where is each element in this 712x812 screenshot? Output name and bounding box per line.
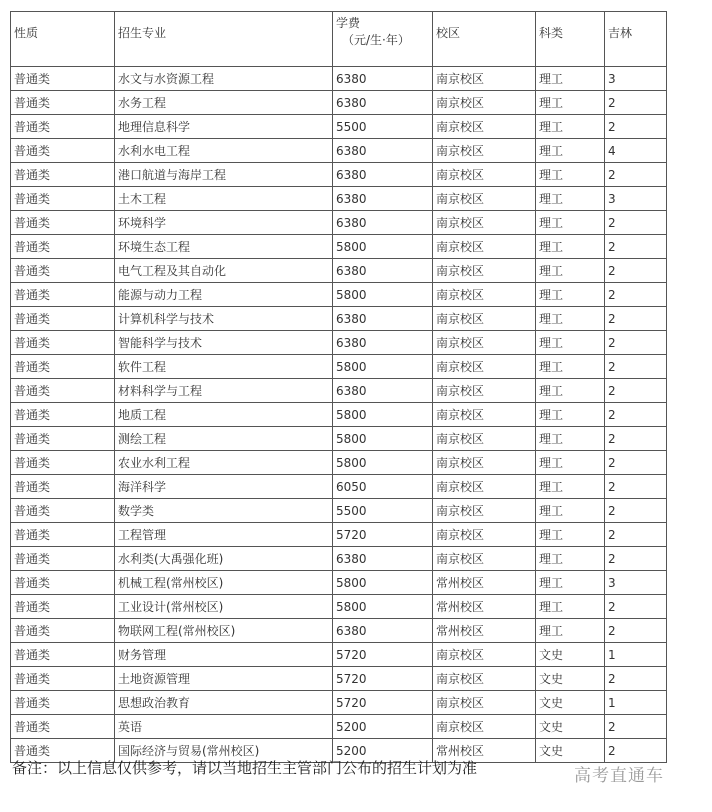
cell-campus: 南京校区 — [433, 547, 536, 571]
table-row — [11, 691, 667, 715]
cell-campus: 南京校区 — [433, 163, 536, 187]
cell-category: 理工 — [536, 451, 605, 475]
header-category: 科类 — [536, 12, 605, 67]
cell-major: 水利类(大禹强化班) — [115, 547, 333, 571]
cell-campus: 南京校区 — [433, 667, 536, 691]
cell-category: 理工 — [536, 115, 605, 139]
cell-quota: 2 — [605, 403, 667, 427]
cell-category: 理工 — [536, 331, 605, 355]
cell-category: 理工 — [536, 523, 605, 547]
table-row — [11, 187, 667, 211]
cell-major: 物联网工程(常州校区) — [115, 619, 333, 643]
cell-fee: 5200 — [333, 715, 433, 739]
cell-quota: 1 — [605, 691, 667, 715]
cell-campus: 常州校区 — [433, 619, 536, 643]
table-row — [11, 595, 667, 619]
cell-fee: 5800 — [333, 451, 433, 475]
cell-category: 文史 — [536, 715, 605, 739]
cell-fee: 6380 — [333, 259, 433, 283]
table-row — [11, 427, 667, 451]
table-header-row — [11, 12, 667, 67]
cell-campus: 南京校区 — [433, 451, 536, 475]
cell-type: 普通类 — [11, 355, 115, 379]
cell-type: 普通类 — [11, 547, 115, 571]
cell-quota: 3 — [605, 571, 667, 595]
table-row — [11, 67, 667, 91]
table-row — [11, 715, 667, 739]
cell-type: 普通类 — [11, 595, 115, 619]
cell-campus: 南京校区 — [433, 691, 536, 715]
table-row — [11, 91, 667, 115]
cell-type: 普通类 — [11, 427, 115, 451]
cell-quota: 2 — [605, 379, 667, 403]
cell-quota: 2 — [605, 715, 667, 739]
cell-campus: 南京校区 — [433, 331, 536, 355]
cell-campus: 常州校区 — [433, 595, 536, 619]
cell-major: 港口航道与海岸工程 — [115, 163, 333, 187]
cell-quota: 2 — [605, 91, 667, 115]
header-campus: 校区 — [433, 12, 536, 67]
cell-category: 理工 — [536, 379, 605, 403]
cell-quota: 2 — [605, 427, 667, 451]
cell-quota: 2 — [605, 739, 667, 763]
cell-fee: 6380 — [333, 163, 433, 187]
cell-type: 普通类 — [11, 715, 115, 739]
table-row — [11, 379, 667, 403]
cell-fee: 5720 — [333, 643, 433, 667]
cell-category: 理工 — [536, 235, 605, 259]
cell-fee: 5500 — [333, 499, 433, 523]
cell-quota: 4 — [605, 139, 667, 163]
cell-type: 普通类 — [11, 307, 115, 331]
cell-campus: 南京校区 — [433, 403, 536, 427]
cell-type: 普通类 — [11, 91, 115, 115]
cell-campus: 常州校区 — [433, 739, 536, 763]
cell-quota: 1 — [605, 643, 667, 667]
cell-category: 理工 — [536, 427, 605, 451]
cell-category: 理工 — [536, 211, 605, 235]
cell-quota: 2 — [605, 115, 667, 139]
cell-quota: 2 — [605, 355, 667, 379]
table-row — [11, 643, 667, 667]
cell-quota: 3 — [605, 67, 667, 91]
table-row — [11, 163, 667, 187]
cell-type: 普通类 — [11, 211, 115, 235]
cell-category: 理工 — [536, 67, 605, 91]
cell-type: 普通类 — [11, 187, 115, 211]
cell-fee: 5800 — [333, 355, 433, 379]
table-row — [11, 259, 667, 283]
header-fee-unit: （元/生·年） — [342, 33, 410, 47]
header-quota: 吉林 — [605, 12, 667, 67]
cell-category: 理工 — [536, 307, 605, 331]
cell-quota: 3 — [605, 187, 667, 211]
cell-major: 地理信息科学 — [115, 115, 333, 139]
table-row — [11, 451, 667, 475]
cell-campus: 南京校区 — [433, 139, 536, 163]
cell-category: 理工 — [536, 259, 605, 283]
cell-quota: 2 — [605, 499, 667, 523]
cell-major: 环境生态工程 — [115, 235, 333, 259]
cell-major: 土地资源管理 — [115, 667, 333, 691]
cell-fee: 6380 — [333, 91, 433, 115]
cell-campus: 常州校区 — [433, 571, 536, 595]
cell-type: 普通类 — [11, 523, 115, 547]
cell-type: 普通类 — [11, 139, 115, 163]
cell-campus: 南京校区 — [433, 283, 536, 307]
cell-fee: 6050 — [333, 475, 433, 499]
table-row — [11, 667, 667, 691]
cell-major: 水文与水资源工程 — [115, 67, 333, 91]
cell-type: 普通类 — [11, 619, 115, 643]
cell-fee: 5720 — [333, 691, 433, 715]
table-row — [11, 235, 667, 259]
table-row — [11, 619, 667, 643]
cell-campus: 南京校区 — [433, 259, 536, 283]
cell-quota: 2 — [605, 211, 667, 235]
cell-category: 文史 — [536, 691, 605, 715]
cell-fee: 5800 — [333, 235, 433, 259]
cell-quota: 2 — [605, 235, 667, 259]
table-row — [11, 547, 667, 571]
cell-major: 财务管理 — [115, 643, 333, 667]
cell-fee: 5800 — [333, 595, 433, 619]
cell-type: 普通类 — [11, 691, 115, 715]
cell-fee: 6380 — [333, 331, 433, 355]
cell-fee: 5800 — [333, 427, 433, 451]
cell-campus: 南京校区 — [433, 187, 536, 211]
table-row — [11, 499, 667, 523]
table-row — [11, 331, 667, 355]
cell-campus: 南京校区 — [433, 355, 536, 379]
table-row — [11, 211, 667, 235]
cell-campus: 南京校区 — [433, 499, 536, 523]
cell-major: 农业水利工程 — [115, 451, 333, 475]
cell-type: 普通类 — [11, 379, 115, 403]
cell-fee: 5800 — [333, 571, 433, 595]
cell-category: 理工 — [536, 163, 605, 187]
cell-category: 理工 — [536, 571, 605, 595]
table-row — [11, 283, 667, 307]
cell-major: 智能科学与技术 — [115, 331, 333, 355]
cell-campus: 南京校区 — [433, 211, 536, 235]
cell-campus: 南京校区 — [433, 427, 536, 451]
cell-major: 数学类 — [115, 499, 333, 523]
cell-category: 理工 — [536, 595, 605, 619]
cell-category: 理工 — [536, 499, 605, 523]
cell-major: 地质工程 — [115, 403, 333, 427]
cell-type: 普通类 — [11, 403, 115, 427]
cell-fee: 6380 — [333, 187, 433, 211]
cell-type: 普通类 — [11, 259, 115, 283]
table-body — [11, 67, 667, 763]
cell-category: 理工 — [536, 619, 605, 643]
header-major: 招生专业 — [115, 12, 333, 67]
cell-fee: 5720 — [333, 523, 433, 547]
cell-major: 英语 — [115, 715, 333, 739]
cell-type: 普通类 — [11, 235, 115, 259]
cell-major: 能源与动力工程 — [115, 283, 333, 307]
cell-campus: 南京校区 — [433, 67, 536, 91]
table-row — [11, 403, 667, 427]
cell-type: 普通类 — [11, 331, 115, 355]
cell-fee: 5720 — [333, 667, 433, 691]
table-row — [11, 523, 667, 547]
cell-major: 工程管理 — [115, 523, 333, 547]
cell-quota: 2 — [605, 259, 667, 283]
cell-fee: 6380 — [333, 547, 433, 571]
cell-major: 土木工程 — [115, 187, 333, 211]
cell-category: 理工 — [536, 403, 605, 427]
watermark: 高考直通车 — [574, 766, 664, 786]
cell-type: 普通类 — [11, 163, 115, 187]
cell-major: 测绘工程 — [115, 427, 333, 451]
cell-quota: 2 — [605, 667, 667, 691]
cell-type: 普通类 — [11, 115, 115, 139]
cell-category: 理工 — [536, 475, 605, 499]
cell-campus: 南京校区 — [433, 643, 536, 667]
cell-quota: 2 — [605, 523, 667, 547]
cell-category: 理工 — [536, 139, 605, 163]
cell-type: 普通类 — [11, 475, 115, 499]
header-type: 性质 — [11, 12, 115, 67]
cell-major: 环境科学 — [115, 211, 333, 235]
cell-fee: 6380 — [333, 619, 433, 643]
cell-campus: 南京校区 — [433, 475, 536, 499]
table-row — [11, 115, 667, 139]
cell-campus: 南京校区 — [433, 115, 536, 139]
table-row — [11, 355, 667, 379]
cell-type: 普通类 — [11, 571, 115, 595]
cell-major: 海洋科学 — [115, 475, 333, 499]
cell-category: 文史 — [536, 739, 605, 763]
cell-quota: 2 — [605, 163, 667, 187]
cell-major: 水利水电工程 — [115, 139, 333, 163]
cell-quota: 2 — [605, 619, 667, 643]
table-row — [11, 307, 667, 331]
cell-major: 水务工程 — [115, 91, 333, 115]
cell-category: 文史 — [536, 667, 605, 691]
cell-quota: 2 — [605, 307, 667, 331]
cell-category: 理工 — [536, 547, 605, 571]
cell-type: 普通类 — [11, 643, 115, 667]
table-row — [11, 571, 667, 595]
cell-fee: 6380 — [333, 379, 433, 403]
header-fee-label: 学费 — [336, 16, 361, 30]
table-row — [11, 139, 667, 163]
cell-fee: 5500 — [333, 115, 433, 139]
cell-fee: 5200 — [333, 739, 433, 763]
cell-type: 普通类 — [11, 667, 115, 691]
cell-campus: 南京校区 — [433, 523, 536, 547]
cell-category: 理工 — [536, 355, 605, 379]
cell-major: 材料科学与工程 — [115, 379, 333, 403]
cell-major: 计算机科学与技术 — [115, 307, 333, 331]
cell-type: 普通类 — [11, 499, 115, 523]
cell-major: 软件工程 — [115, 355, 333, 379]
cell-fee: 6380 — [333, 307, 433, 331]
cell-category: 理工 — [536, 187, 605, 211]
cell-type: 普通类 — [11, 739, 115, 763]
table-row — [11, 475, 667, 499]
cell-fee: 6380 — [333, 211, 433, 235]
header-fee — [333, 12, 433, 67]
cell-major: 电气工程及其自动化 — [115, 259, 333, 283]
cell-type: 普通类 — [11, 283, 115, 307]
cell-major: 机械工程(常州校区) — [115, 571, 333, 595]
cell-quota: 2 — [605, 451, 667, 475]
cell-quota: 2 — [605, 547, 667, 571]
enrollment-table — [10, 11, 667, 763]
footnote: 备注：以上信息仅供参考，请以当地招生主管部门公布的招生计划为准 — [12, 759, 478, 777]
cell-quota: 2 — [605, 595, 667, 619]
cell-type: 普通类 — [11, 67, 115, 91]
cell-campus: 南京校区 — [433, 235, 536, 259]
cell-campus: 南京校区 — [433, 715, 536, 739]
cell-fee: 5800 — [333, 403, 433, 427]
cell-category: 文史 — [536, 643, 605, 667]
cell-fee: 6380 — [333, 67, 433, 91]
cell-category: 理工 — [536, 91, 605, 115]
cell-major: 工业设计(常州校区) — [115, 595, 333, 619]
cell-major: 思想政治教育 — [115, 691, 333, 715]
cell-campus: 南京校区 — [433, 91, 536, 115]
cell-major: 国际经济与贸易(常州校区) — [115, 739, 333, 763]
cell-category: 理工 — [536, 283, 605, 307]
cell-quota: 2 — [605, 283, 667, 307]
cell-fee: 6380 — [333, 139, 433, 163]
cell-quota: 2 — [605, 331, 667, 355]
cell-campus: 南京校区 — [433, 307, 536, 331]
cell-quota: 2 — [605, 475, 667, 499]
cell-type: 普通类 — [11, 451, 115, 475]
cell-campus: 南京校区 — [433, 379, 536, 403]
cell-fee: 5800 — [333, 283, 433, 307]
